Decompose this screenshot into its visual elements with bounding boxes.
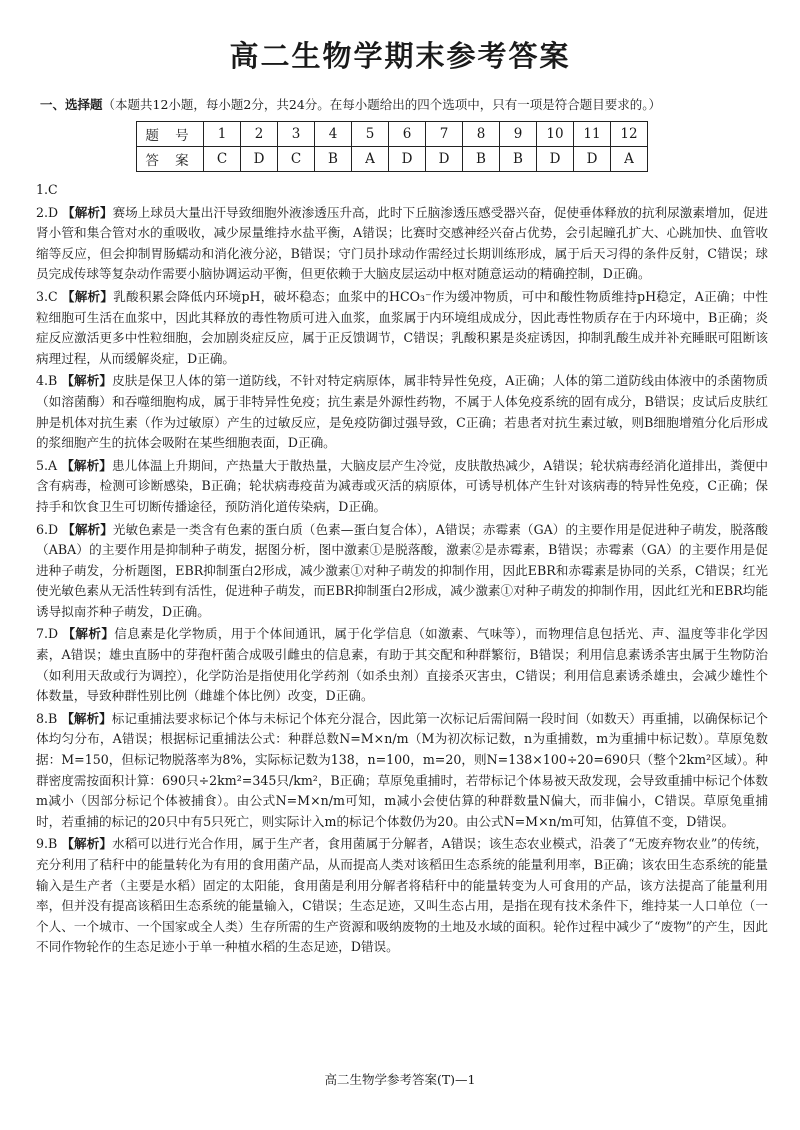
explanation-list bbox=[36, 180, 768, 960]
section-heading bbox=[40, 97, 770, 113]
item-text: 标记重捕法要求标记个体与未标记个体充分混合，因此第一次标记后需间隔一段时间（如数天）再重捕，以确保标记个体均匀分布，A错误；根据标记重捕法公式：种群总数N=M×n/m（M为初次标记数，n为重捕数，m为重捕中标记数）。草原兔数据：M=150，但标记物脱落率为8%，实际标记数为138，n=100，m=20，则N=138×100÷20=690只（整个2km²区域）。种群密度需按面积计算：690只÷2km²=345只/km²，B正确；草原兔重捕时，若带标记个体易被天敌发现，会导致重捕中标记个体数m减小（因部分标记个体被捕食）。由公式N=M×n/m可知，m减小会使估算的种群数量N偏大，而非偏小，C错误。草原兔重捕时，若重捕的标记的20只中有5只死亡，则实际计入m的标记个体数仍为20。由公式N=M×n/m可知，估算值不变，D错误。 bbox=[36, 710, 768, 829]
question-number: 12 bbox=[611, 122, 648, 147]
item-text: 乳酸积累会降低内环境pH，破坏稳态；血浆中的HCO₃⁻作为缓冲物质，可中和酸性物质维持pH稳定，A正确；中性粒细胞可生活在血浆中，因此其释放的毒性物质可进入血浆，血浆属于内环境组成成分，因此毒性物质存在于内环境中，B正确；炎症反应激活更多中性粒细胞，会加剧炎症反应，属于正反馈调节，C错误；乳酸积累是炎症诱因，抑制乳酸生成并补充睡眠可阻断该病理过程，从而缓解炎症，D正确。 bbox=[36, 288, 768, 366]
question-number: 4 bbox=[315, 122, 352, 147]
analysis-tag: 【解析】 bbox=[61, 373, 113, 389]
analysis-tag: 【解析】 bbox=[62, 204, 113, 220]
answer-cell: B bbox=[315, 147, 352, 172]
page-footer: 高二生物学参考答案(T)—1 bbox=[324, 1072, 476, 1087]
item-text: 信息素是化学物质，用于个体间通讯，属于化学信息（如激素、气味等），而物理信息包括光、声、温度等非化学因素，A错误；雄虫直肠中的芽孢杆菌合成吸引雌虫的信息素，有助于其交配和种群繁衍，B错误；利用信息素诱杀害虫属于生物防治（如利用天敌或行为调控），化学防治是指使用化学药剂（如杀虫剂）直接杀灭害虫，C错误；利用信息素诱杀雄虫，会减少雄性个体数量，导致种群性别比例（雌雄个体比例）改变，D正确。 bbox=[36, 626, 768, 704]
item-answer: 6.D bbox=[36, 521, 59, 537]
item-text: 患儿体温上升期间，产热量大于散热量，大脑皮层产生冷觉，皮肤散热减少，A错误；轮状病毒经消化道排出，粪便中含有病毒，检测可诊断感染，B正确；轮状病毒疫苗为减毒或灭活的病原体，可诱导机体产生针对该病毒的特异性免疫，C正确；保持手和饮食卫生可切断传播途径，预防消化道传染病，D正确。 bbox=[36, 457, 768, 514]
answer-table-number-row bbox=[137, 122, 648, 147]
explanation-item bbox=[36, 456, 768, 518]
item-text: 皮肤是保卫人体的第一道防线，不针对特定病原体，属非特异性免疫，A正确；人体的第二道防线由体液中的杀菌物质（如溶菌酶）和吞噬细胞构成，属于非特异性免疫；抗生素是外源性药物，不属于人体免疫系统的固有成分，B错误；皮试后皮肤红肿是机体对抗生素（作为过敏原）产生的过敏反应，是免疫防御过强导致，C正确；若患者对抗生素过敏，则B细胞增殖分化后形成的浆细胞产生的抗体会吸附在某些细胞表面，D正确。 bbox=[36, 373, 768, 451]
question-number: 3 bbox=[278, 122, 315, 147]
answer-cell: C bbox=[278, 147, 315, 172]
item-answer: 3.C bbox=[36, 288, 58, 304]
analysis-tag: 【解析】 bbox=[61, 836, 113, 852]
item-text: 水稻可以进行光合作用，属于生产者，食用菌属于分解者，A错误；该生态农业模式，沿袭了“无废弃物农业”的传统，充分利用了秸秆中的能量转化为有用的食用菌产品，从而提高人类对该稻田生态系统的能量利用率，B正确；该农田生态系统的能量输入是生产者（主要是水稻）固定的太阳能，食用菌是利用分解者将秸秆中的能量转变为人可食用的产品，该方法提高了能量利用率，但并没有提高该稻田生态系统的能量输入，C错误；生态足迹，又叫生态占用，是指在现有技术条件下，维持某一人口单位（一个人、一个城市、一个国家或全人类）生存所需的生产资源和吸纳废物的土地及水域的面积。轮作过程中减少了“废物”的产生，因此不同作物轮作的生态足迹小于单一种植水稻的生态足迹，D错误。 bbox=[36, 836, 768, 955]
item-answer: 1.C bbox=[36, 182, 58, 197]
question-number: 7 bbox=[426, 122, 463, 147]
question-number: 2 bbox=[241, 122, 278, 147]
answer-cell: D bbox=[389, 147, 426, 172]
number-row-label: 题 号 bbox=[137, 122, 204, 147]
item-text: 赛场上球员大量出汗导致细胞外液渗透压升高，此时下丘脑渗透压感受器兴奋，促使垂体释放的抗利尿激素增加，促进肾小管和集合管对水的重吸收，减少尿量维持水盐平衡，A错误；比赛时交感神经兴奋占优势，会引起瞳孔扩大、心跳加快、血管收缩等反应，但会抑制胃肠蠕动和消化液分泌，B错误；守门员扑球动作需经过长期训练形成，属于后天习得的条件反射，C错误；球员完成传球等复杂动作需要小脑协调运动平衡，但更依赖于大脑皮层运动中枢对随意运动的精确控制，D正确。 bbox=[36, 204, 768, 282]
question-number: 6 bbox=[389, 122, 426, 147]
question-number: 8 bbox=[463, 122, 500, 147]
answer-cell: A bbox=[352, 147, 389, 172]
answer-cell: D bbox=[426, 147, 463, 172]
answer-cell: D bbox=[241, 147, 278, 172]
explanation-item bbox=[36, 287, 768, 369]
answer-table bbox=[136, 121, 648, 172]
item-answer: 2.D bbox=[36, 204, 59, 220]
analysis-tag: 【解析】 bbox=[62, 626, 115, 642]
answer-row-label: 答 案 bbox=[137, 147, 204, 172]
explanation-item bbox=[36, 203, 768, 285]
section-heading-label: 一、选择题 bbox=[40, 97, 103, 112]
analysis-tag: 【解析】 bbox=[61, 457, 112, 473]
section-heading-note: （本题共12小题，每小题2分，共24分。在每小题给出的四个选项中，只有一项是符合题目要求的。） bbox=[102, 97, 662, 112]
question-number: 1 bbox=[204, 122, 241, 147]
question-number: 9 bbox=[500, 122, 537, 147]
item-text: 光敏色素是一类含有色素的蛋白质（色素—蛋白复合体），A错误；赤霉素（GA）的主要作用是促进种子萌发，脱落酸（ABA）的主要作用是抑制种子萌发，据图分析，图中激素①是脱落酸，激素②是赤霉素，B错误；赤霉素（GA）的主要作用是促进种子萌发，分析题图，EBR抑制蛋白2形成，减少激素①对种子萌发的抑制作用，因此EBR和赤霉素是协同的关系，C错误；红光使光敏色素从无活性转到有活性，促进种子萌发，而EBR抑制蛋白2形成，减少激素①对种子萌发的抑制作用，因此红光和EBR均能诱导拟南芥种子萌发，D正确。 bbox=[36, 521, 768, 619]
explanation-item bbox=[36, 709, 768, 833]
item-answer: 7.D bbox=[36, 626, 59, 642]
explanation-item bbox=[36, 520, 768, 623]
question-number: 11 bbox=[574, 122, 611, 147]
answer-cell: D bbox=[574, 147, 611, 172]
item-answer: 8.B bbox=[36, 710, 58, 726]
item-answer: 9.B bbox=[36, 836, 58, 852]
answer-table-answer-row bbox=[137, 147, 648, 172]
page-title: 高二生物学期末参考答案 bbox=[229, 39, 571, 73]
analysis-tag: 【解析】 bbox=[61, 710, 112, 726]
question-number: 5 bbox=[352, 122, 389, 147]
analysis-tag: 【解析】 bbox=[62, 521, 113, 537]
item-answer: 4.B bbox=[36, 373, 58, 389]
explanation-item bbox=[36, 180, 768, 201]
answer-cell: B bbox=[463, 147, 500, 172]
answer-cell: C bbox=[204, 147, 241, 172]
item-answer: 5.A bbox=[36, 457, 58, 473]
question-number: 10 bbox=[537, 122, 574, 147]
analysis-tag: 【解析】 bbox=[61, 288, 114, 304]
explanation-item bbox=[36, 834, 768, 958]
answer-cell: A bbox=[611, 147, 648, 172]
explanation-item bbox=[36, 624, 768, 706]
answer-cell: B bbox=[500, 147, 537, 172]
explanation-item bbox=[36, 371, 768, 453]
answer-cell: D bbox=[537, 147, 574, 172]
